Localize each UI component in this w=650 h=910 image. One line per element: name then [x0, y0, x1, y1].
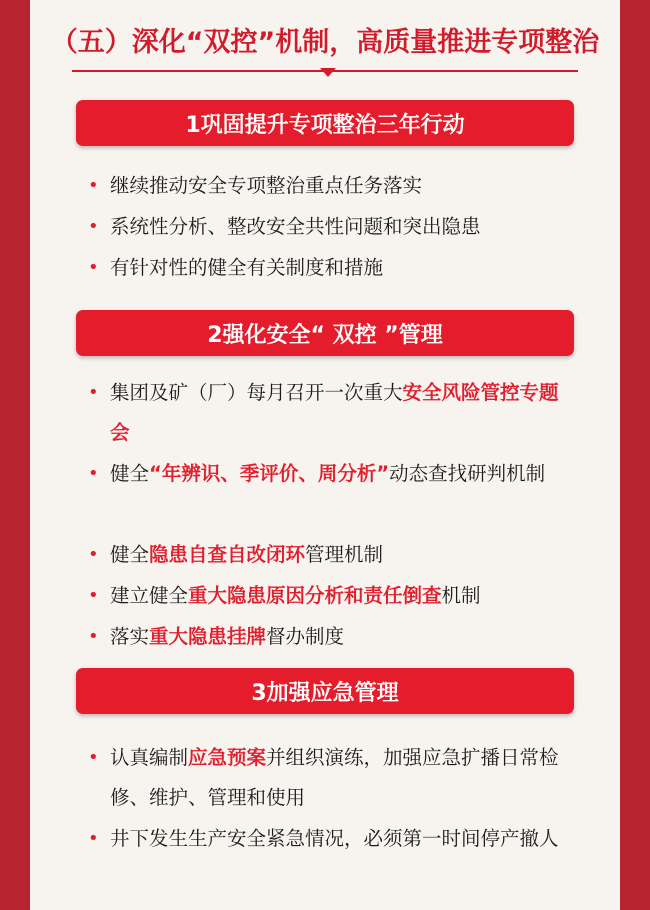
bullet-icon: •: [88, 585, 99, 606]
section-2-item-4: [88, 576, 578, 616]
item-highlight: “年辨识、季评价、周分析”: [149, 462, 390, 485]
page: [30, 0, 620, 910]
item-text: 管理机制: [305, 543, 384, 566]
item-text: 有针对性的健全有关制度和措施: [110, 256, 384, 279]
item-text: 健全: [110, 543, 150, 566]
item-text: 机制: [441, 584, 481, 607]
bullet-icon: •: [88, 175, 99, 196]
section-2-item-3: [88, 535, 578, 575]
bullet-icon: •: [88, 463, 99, 484]
section-3-item-1: [88, 738, 578, 818]
item-text: 井下发生生产安全紧急情况，必须第一时间停产撤人: [110, 827, 559, 850]
bullet-icon: •: [88, 747, 99, 768]
item-text: 继续推动安全专项整治重点任务落实: [110, 174, 423, 197]
bullet-icon: •: [88, 828, 99, 849]
section-1-item-1: [88, 166, 578, 206]
section-2-item-2: [88, 454, 578, 494]
section-2-item-1: [88, 373, 578, 453]
title-notch-marker: [320, 68, 336, 77]
item-text: 健全: [110, 462, 150, 485]
item-highlight: 重大隐患原因分析和责任倒查: [188, 584, 442, 607]
item-highlight: 隐患自查自改闭环: [149, 543, 306, 566]
item-highlight: 重大隐患挂牌: [149, 625, 267, 648]
bullet-icon: •: [88, 382, 99, 403]
item-highlight: 安全风险管控专题会: [110, 381, 559, 444]
item-text: 落实: [110, 625, 150, 648]
section-2-item-5: [88, 617, 578, 657]
item-text: 认真编制: [110, 746, 189, 769]
bullet-icon: •: [88, 216, 99, 237]
item-text: 集团及矿（厂）每月召开一次重大: [110, 381, 403, 404]
section-2-banner: 2强化安全“ 双控 ”管理: [76, 310, 574, 356]
item-text: 督办制度: [266, 625, 345, 648]
section-1-banner: 1巩固提升专项整治三年行动: [76, 100, 574, 146]
item-text: 建立健全: [110, 584, 189, 607]
section-1-item-3: [88, 248, 578, 288]
item-text: 动态查找研判机制: [389, 462, 546, 485]
bullet-icon: •: [88, 544, 99, 565]
section-3-item-2: [88, 819, 578, 859]
page-title: （五）深化“双控”机制，高质量推进专项整治: [50, 27, 600, 58]
item-text: 系统性分析、整改安全共性问题和突出隐患: [110, 215, 481, 238]
bullet-icon: •: [88, 626, 99, 647]
bullet-icon: •: [88, 257, 99, 278]
section-1-item-2: [88, 207, 578, 247]
section-3-banner: 3加强应急管理: [76, 668, 574, 714]
item-highlight: 应急预案: [188, 746, 267, 769]
item-text: 并组织演练，加强应急扩播日常检修、维护、管理和使用: [110, 746, 559, 809]
